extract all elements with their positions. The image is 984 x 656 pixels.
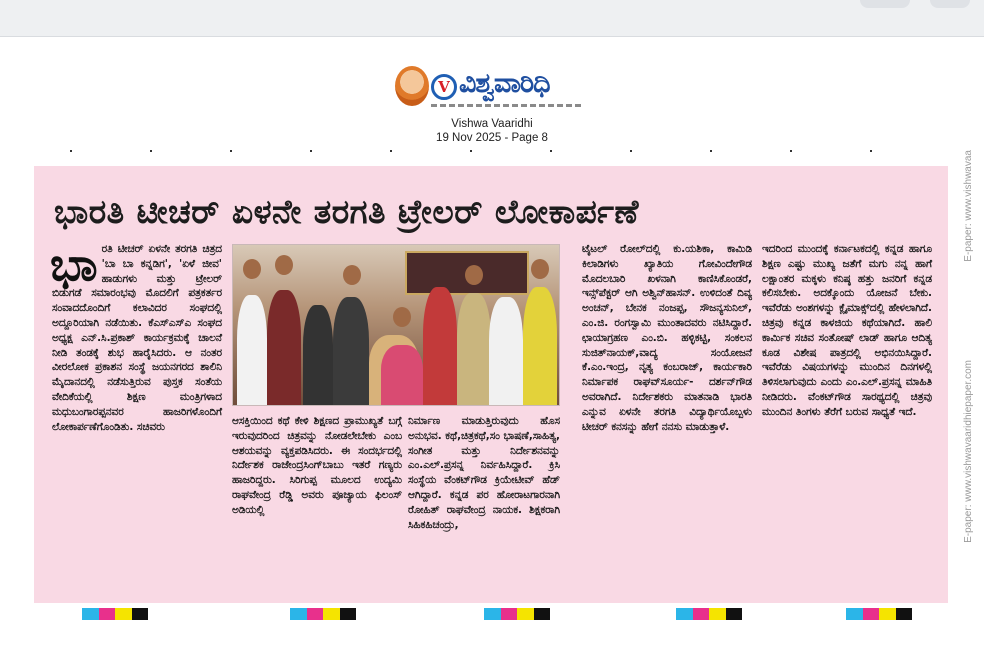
team-group-photo	[232, 244, 560, 406]
tab-pill	[860, 0, 910, 8]
article-column-5: ಇದರಿಂದ ಮುಂದಕ್ಕೆ ಕರ್ನಾಟಕದಲ್ಲಿ ಕನ್ನಡ ಹಾಗೂ ಶಿಕ್ಷಣ ಎಷ್ಟು ಮುಖ್ಯ ಜತೆಗೆ ಮಗು ನನ್ನ ಹಾಗೆ ಲಕ್ಷಾಂತರ ಮಕ್ಕಳು ಕನಿಷ್ಠ ಹತ್ತು ಜನರಿಗೆ ಕನ್ನಡ ಕಲಿಸಬೇಕು. ಅದಕ್ಕೊಂದು ಯೋಜನೆ ಬೇಕು. ಇವೆರೆಡು ಅಂಶಗಳನ್ನು ಕ್ಲೈಮಾಕ್ಸ್‌ದಲ್ಲಿ ಹೇಳಲಾಗಿದೆ. ಚಿತ್ರವು ಕನ್ನಡ ಕಾಳಜಿಯ ಕಥೆಯಾಗಿದೆ. ಹಾಲಿ ಕಾರ್ಮಿಕ ಸಚಿವ ಸಂತೋಷ್ ಲಾಡ್ ಹಾಗೂ ಆದಿತ್ಯ ಕೂಡ ವಿಶೇಷ ಪಾತ್ರದಲ್ಲಿ ಅಭಿನಯಿಸಿದ್ದಾರೆ. ಇವೆರೆಡು ವಿಷಯಗಳನ್ನು ಮುಂದಿನ ದಿನಗಳಲ್ಲಿ ತಿಳಿಸಲಾಗುವುದು ಎಂದು ಎಂ.ಎಲ್.ಪ್ರಸನ್ನ ಮಾಹಿತಿ ನೀಡಿದರು. ವೆಂಕಟ್‌ಗೌಡ ಸಾರಥ್ಯದಲ್ಲಿ ಚಿತ್ರವು ಮುಂದಿನ ತಿಂಗಳು ತೆರೆಗೆ ಬರುವ ಸಾಧ್ಯತೆ ಇದೆ.	[762, 243, 932, 418]
article-column-3: ನಿರ್ಮಾಣ ಮಾಡುತ್ತಿರುವುದು ಹೊಸ ಅನುಭವ. ಕಥೆ,ಚಿತ್ರಕಥೆ,ಸಂ ಭಾಷಣೆ,ಸಾಹಿತ್ಯ, ಸಂಗೀತ ಮತ್ತು ನಿರ್ದೇಶನವನ್ನು ಎಂ.ಎಲ್.ಪ್ರಸನ್ನ ನಿರ್ವಹಿಸಿದ್ದಾರೆ. ಕ್ರಿಸಿ ಸಂಸ್ಥೆಯ ವೆಂಕಟ್‌ಗೌಡ ಕ್ರಿಯೇಟೀವ್ ಹೆಡ್ ಆಗಿದ್ದಾರೆ. ಕನ್ನಡ ಪರ ಹೋರಾಟಗಾರನಾಗಿ ರೋಹಿತ್ ರಾಘವೇಂದ್ರ ನಾಯಕ. ಶಿಕ್ಷಕರಾಗಿ ಸಿಹಿಕಹಿಚಂದ್ರು,	[408, 415, 560, 531]
article-column-2: ಆಸಕ್ತಿಯಿಂದ ಕಥೆ ಕೇಳಿ ಶಿಕ್ಷಣದ ಪ್ರಾಮುಖ್ಯತೆ ಬಗ್ಗೆ ಇರುವುದರಿಂದ ಚಿತ್ರವನ್ನು ನೋಡಲೇಬೇಕು ಎಂಬ ಆಶಯವನ್ನು ವ್ಯಕ್ತಪಡಿಸಿದರು. ಈ ಸಂದರ್ಭದಲ್ಲಿ ನಿರ್ದೇಶಕ ರಾಜೇಂದ್ರಸಿಂಗ್‌ಬಾಬು ಇತರೆ ಗಣ್ಯರು ಹಾಜರಿದ್ದರು. ಸಿರಿಗುಪ್ಪ ಮೂಲದ ಉದ್ಯಮಿ ರಾಘವೇಂದ್ರ ರೆಡ್ಡಿ ಅವರು ಪೂಜ್ಯಾಯ ಫಿಲಂಸ್ ಅಡಿಯಲ್ಲಿ	[232, 415, 402, 516]
browser-top-strip	[0, 0, 984, 37]
person-head	[531, 259, 549, 279]
publication-logo-icon	[395, 66, 429, 106]
tab-pill	[930, 0, 970, 8]
person-head	[275, 255, 293, 275]
article-clipping	[34, 166, 948, 603]
column-1-text: ರತಿ ಟೀಚರ್ ಏಳನೇ ತರಗತಿ ಚಿತ್ರದ 'ಬಾ ಬಾ ಕನ್ನಡಿಗ', 'ಏಳೆ ಜೀವ' ಹಾಡುಗಳು ಮತ್ತು ಟ್ರೇಲರ್ ಬಿಡುಗಡೆ ಸಮಾರಂಭವು ಮೊದಲಿಗೆ ಪತ್ರಕರ್ತರ ಸಂವಾದದೊಂದಿಗೆ ಕಲಾವಿದರ ಸಂಘದಲ್ಲಿ ಅದ್ದೂರಿಯಾಗಿ ನಡೆಯಿತು. ಕೆಎಸ್‌ಎಸ್‌ಎ ಸಂಘದ ಅಧ್ಯಕ್ಷ ಎನ್.ಸಿ.ಪ್ರಕಾಶ್ ಕಾರ್ಯಕ್ರಮಕ್ಕೆ ಚಾಲನೆ ನೀಡಿ ತಂಡಕ್ಕೆ ಶುಭ ಹಾರೈಸಿದರು. ಆ ನಂತರ ವೀರಲೋಕ ಪ್ರಕಾಶನ ಸಂಸ್ಥೆ ಜಯನಗರದ ಶಾಲಿನಿ ಮೈದಾನದಲ್ಲಿ ನಡೆಸುತ್ತಿರುವ ಪುಸ್ತಕ ಸಂತೆಯ ವೇದಿಕೆಯಲ್ಲಿ ಶಿಕ್ಷಣ ಮಂತ್ರಿಗಳಾದ ಮಧುಬಂಗಾರಪ್ಪನವರ ಹಾಜರಿಗಳೊಂದಿಗೆ ಲೋಕಾರ್ಪಣೆಗೊಂಡಿತು. ಸಚಿವರು	[52, 243, 222, 433]
color-registration-bar	[676, 608, 742, 620]
epaper-watermark-top: E-paper: www.vishwavaa	[963, 150, 974, 262]
page-divider	[70, 150, 900, 152]
color-registration-bar	[846, 608, 912, 620]
article-column-1	[50, 237, 222, 434]
person	[237, 295, 267, 405]
article-headline: ಭಾರತಿ ಟೀಚರ್ ಏಳನೇ ತರಗತಿ ಟ್ರೇಲರ್ ಲೋಕಾರ್ಪಣೆ	[54, 192, 639, 231]
v-logo-icon: V	[431, 74, 457, 100]
color-registration-bar	[82, 608, 148, 620]
color-registration-bar	[484, 608, 550, 620]
person-head	[465, 265, 483, 285]
person	[523, 287, 557, 405]
person	[381, 345, 423, 405]
epaper-watermark-bottom: E-paper: www.vishwavaaridhiepaper.com	[963, 360, 974, 543]
issue-date-page: 19 Nov 2025 - Page 8	[436, 132, 548, 144]
person-head	[343, 265, 361, 285]
person	[303, 305, 333, 405]
publication-name: Vishwa Vaaridhi	[451, 118, 533, 130]
masthead	[395, 66, 605, 112]
person	[457, 293, 491, 405]
person	[267, 290, 301, 405]
person	[489, 297, 523, 405]
masthead-tagline	[431, 104, 581, 107]
color-registration-bar	[290, 608, 356, 620]
dropcap: ಭಾ	[50, 237, 98, 291]
person	[333, 297, 369, 405]
masthead-title: ವಿಶ್ವವಾರಿಧಿ	[459, 68, 550, 99]
person-head	[393, 307, 411, 327]
person-head	[243, 259, 261, 279]
person	[423, 287, 457, 405]
article-column-4: ಟೈಟಲ್ ರೋಲ್‌ದಲ್ಲಿ ಕು.ಯಶಿಕಾ, ಕಾಮಿಡಿ ಕಿಲಾಡಿಗಳು ಖ್ಯಾತಿಯ ಗೋವಿಂದೇಗೌಡ ಮೊದಲಬಾರಿ ಖಳನಾಗಿ ಕಾಣಿಸಿಕೊಂಡರೆ, ಇನ್ಸ್‌ಪೆಕ್ಟರ್ ಆಗಿ ಅಶ್ವಿನ್‌ಹಾಸನ್. ಉಳಿದಂತೆ ದಿವ್ಯ ಅಂಚನ್, ಬೇನಕ ನಂಜಪ್ಪ, ಸೌಜನ್ಯಸುನಿಲ್, ಎಂ.ಜಿ. ರಂಗಸ್ವಾಮಿ ಮುಂತಾದವರು ನಟಿಸಿದ್ದಾರೆ. ಛಾಯಾಗ್ರಹಣ ಎಂ.ಬಿ. ಹಳ್ಳಿಕಟ್ಟಿ, ಸಂಕಲನ ಸುಜಿತ್‌ನಾಯಕ್,ವಾದ್ಯ ಸಂಯೋಜನೆ ಕೆ.ಎಂ.ಇಂದ್ರ, ನೃತ್ಯ ಕಂಬರಾಜ್, ಕಾರ್ಯಕಾರಿ ನಿರ್ಮಾಪಕ ರಾಘವ್‌ಸೂರ್ಯ- ದರ್ಶನ್‌ಗೌಡ ಅವರಾಗಿದೆ. ನಿರ್ದೇಶಕರು ಮಾತನಾಡಿ ಭಾರತಿ ಎನ್ನುವ ಏಳನೇ ತರಗತಿ ವಿದ್ಯಾರ್ಥಿಯೊಬ್ಬಳು ಟೀಚರ್ ಕನಸನ್ನು ಹೇಗೆ ನನಸು ಮಾಡುತ್ತಾಳೆ.	[582, 243, 752, 433]
